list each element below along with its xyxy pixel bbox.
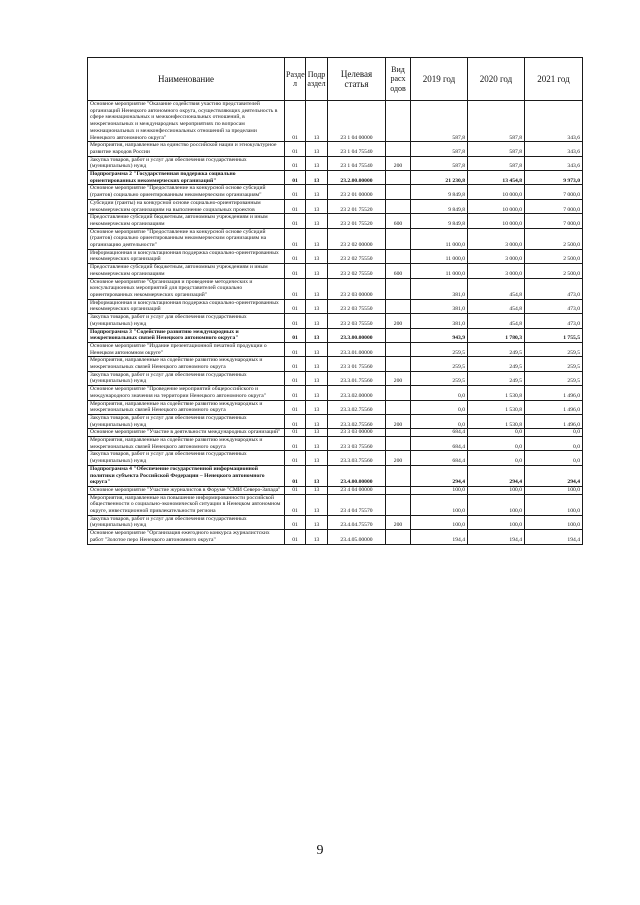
table-row	[88, 451, 583, 465]
cell-section: 01	[285, 142, 306, 156]
cell-2019: 194,4	[411, 530, 468, 544]
cell-name: Мероприятия, направленные на содействие развитию международных и межрегиональных связей Ненецкого автономного округа	[88, 437, 285, 451]
cell-2020: 0,0	[468, 451, 525, 465]
cell-2020: 100,0	[468, 515, 525, 529]
table-row	[88, 278, 583, 299]
cell-target-article: 23 4 04 75570	[328, 494, 386, 515]
cell-2021: 0,0	[525, 429, 583, 437]
header-subsection: Подр аздел	[306, 58, 328, 101]
cell-name: Основное мероприятие "Участие журналистов в Форуме "СМИ Северо-Запада"	[88, 486, 285, 494]
cell-expense-type	[386, 101, 411, 142]
cell-subsection: 13	[306, 199, 328, 213]
cell-subsection: 13	[306, 414, 328, 428]
table-row	[88, 515, 583, 529]
cell-target-article: 23 2 03 75550	[328, 299, 386, 313]
cell-target-article: 23 2 03 00000	[328, 278, 386, 299]
cell-section: 01	[285, 386, 306, 400]
cell-2019: 381,0	[411, 299, 468, 313]
cell-section: 01	[285, 264, 306, 278]
cell-2021: 2 500,0	[525, 228, 583, 249]
cell-name: Закупка товаров, работ и услуг для обеспечения государственных (муниципальных) нужд	[88, 156, 285, 170]
cell-2020: 1 530,8	[468, 414, 525, 428]
cell-2019: 11 000,0	[411, 228, 468, 249]
table-row	[88, 249, 583, 263]
cell-subsection: 13	[306, 342, 328, 356]
cell-2021: 259,5	[525, 371, 583, 385]
cell-name: Предоставление субсидий бюджетным, автономным учреждениям и иным некоммерческим организациям	[88, 214, 285, 228]
cell-subsection: 13	[306, 494, 328, 515]
cell-section: 01	[285, 328, 306, 342]
cell-name: Основное мероприятие "Предоставление на конкурсной основе субсидий (грантов) социально ориентированным некоммерческим организациям на организацию деятельности"	[88, 228, 285, 249]
cell-section: 01	[285, 199, 306, 213]
cell-target-article: 23 2 01 75520	[328, 199, 386, 213]
cell-name: Закупка товаров, работ и услуг для обеспечения государственных (муниципальных) нужд	[88, 371, 285, 385]
cell-2020: 249,5	[468, 371, 525, 385]
cell-2020: 1 530,8	[468, 386, 525, 400]
cell-2019: 9 849,8	[411, 185, 468, 199]
cell-name: Основное мероприятие "Предоставление на конкурсной основе субсидий (грантов) социально ориентированным некоммерческим организациям"	[88, 185, 285, 199]
table-body	[88, 101, 583, 545]
cell-expense-type	[386, 357, 411, 371]
cell-2019: 9 849,8	[411, 214, 468, 228]
cell-section: 01	[285, 465, 306, 486]
header-target-article: Целевая статья	[328, 58, 386, 101]
cell-name: Закупка товаров, работ и услуг для обеспечения государственных (муниципальных) нужд	[88, 451, 285, 465]
cell-name: Мероприятия, направленные на содействие развитию международных и межрегиональных связей Ненецкого автономного округа	[88, 400, 285, 414]
cell-2020: 454,8	[468, 314, 525, 328]
cell-2020: 1 780,3	[468, 328, 525, 342]
header-section: Разде л	[285, 58, 306, 101]
header-expense-type: Вид расх одов	[386, 58, 411, 101]
cell-expense-type	[386, 228, 411, 249]
cell-2019: 587,8	[411, 142, 468, 156]
table-header-row	[88, 58, 583, 101]
cell-2021: 2 500,0	[525, 264, 583, 278]
cell-target-article: 23 1 04 75540	[328, 142, 386, 156]
cell-2021: 473,0	[525, 299, 583, 313]
cell-expense-type	[386, 299, 411, 313]
cell-section: 01	[285, 299, 306, 313]
cell-2019: 294,4	[411, 465, 468, 486]
cell-expense-type	[386, 185, 411, 199]
cell-expense-type: 200	[386, 156, 411, 170]
table-row	[88, 228, 583, 249]
cell-subsection: 13	[306, 371, 328, 385]
cell-2020: 3 000,0	[468, 249, 525, 263]
cell-section: 01	[285, 371, 306, 385]
cell-2019: 943,9	[411, 328, 468, 342]
cell-expense-type	[386, 171, 411, 185]
cell-expense-type: 200	[386, 451, 411, 465]
cell-2020: 3 000,0	[468, 228, 525, 249]
cell-2019: 11 000,0	[411, 249, 468, 263]
cell-subsection: 13	[306, 400, 328, 414]
table-row	[88, 314, 583, 328]
cell-section: 01	[285, 171, 306, 185]
cell-expense-type: 200	[386, 515, 411, 529]
cell-section: 01	[285, 278, 306, 299]
cell-2020: 100,0	[468, 486, 525, 494]
cell-expense-type	[386, 386, 411, 400]
cell-2021: 100,0	[525, 515, 583, 529]
cell-2020: 454,8	[468, 278, 525, 299]
cell-2021: 2 500,0	[525, 249, 583, 263]
cell-name: Основное мероприятие "Организация ежегодного конкурса журналистских работ "Золотое перо Ненецкого автономного округа"	[88, 530, 285, 544]
cell-target-article: 23.3.02.75560	[328, 414, 386, 428]
cell-subsection: 13	[306, 214, 328, 228]
cell-subsection: 13	[306, 530, 328, 544]
table-row	[88, 494, 583, 515]
cell-subsection: 13	[306, 278, 328, 299]
cell-2020: 587,8	[468, 101, 525, 142]
cell-target-article: 23.3.02.75560	[328, 400, 386, 414]
cell-name: Закупка товаров, работ и услуг для обеспечения государственных (муниципальных) нужд	[88, 314, 285, 328]
cell-target-article: 23.3.01.75560	[328, 371, 386, 385]
table-row	[88, 264, 583, 278]
cell-section: 01	[285, 530, 306, 544]
cell-target-article: 23.4.00.00000	[328, 465, 386, 486]
cell-name: Подпрограмма 3 "Содействие развитию международных и межрегиональных связей Ненецкого автономного округа"	[88, 328, 285, 342]
cell-section: 01	[285, 228, 306, 249]
cell-expense-type	[386, 429, 411, 437]
cell-subsection: 13	[306, 328, 328, 342]
cell-target-article: 23 1 04 75540	[328, 156, 386, 170]
table-row	[88, 400, 583, 414]
cell-subsection: 13	[306, 228, 328, 249]
cell-2019: 0,0	[411, 400, 468, 414]
cell-name: Информационная и консультационная поддержка социально-ориентированных некоммерческих организаций	[88, 299, 285, 313]
table-row	[88, 185, 583, 199]
cell-target-article: 23 4 04 00000	[328, 486, 386, 494]
cell-subsection: 13	[306, 264, 328, 278]
cell-expense-type	[386, 249, 411, 263]
cell-2020: 0,0	[468, 429, 525, 437]
cell-section: 01	[285, 486, 306, 494]
page-number: 9	[316, 843, 324, 858]
cell-2020: 3 000,0	[468, 264, 525, 278]
cell-2021: 294,4	[525, 465, 583, 486]
cell-expense-type: 200	[386, 371, 411, 385]
cell-name: Мероприятия, направленные на повышение информированности российской общественности о социально-экономической ситуации в Ненецком автономном округе, инвестиционной привлекательности региона	[88, 494, 285, 515]
cell-target-article: 23 3 03 75560	[328, 437, 386, 451]
cell-2021: 259,5	[525, 342, 583, 356]
table-row	[88, 429, 583, 437]
cell-name: Основное мероприятие "Издание презентационной печатной продукции о Ненецком автономном округе"	[88, 342, 285, 356]
cell-expense-type	[386, 199, 411, 213]
cell-target-article: 23.4.05.00000	[328, 530, 386, 544]
cell-expense-type	[386, 278, 411, 299]
cell-target-article: 23 2 02 75550	[328, 249, 386, 263]
cell-2021: 259,5	[525, 357, 583, 371]
cell-2021: 100,0	[525, 494, 583, 515]
cell-expense-type	[386, 486, 411, 494]
cell-subsection: 13	[306, 386, 328, 400]
cell-2021: 343,6	[525, 142, 583, 156]
cell-subsection: 13	[306, 185, 328, 199]
table-row	[88, 171, 583, 185]
cell-expense-type	[386, 328, 411, 342]
cell-section: 01	[285, 414, 306, 428]
cell-expense-type	[386, 465, 411, 486]
cell-subsection: 13	[306, 299, 328, 313]
cell-subsection: 13	[306, 451, 328, 465]
cell-target-article: 23 2 02 00000	[328, 228, 386, 249]
cell-section: 01	[285, 214, 306, 228]
cell-2021: 343,6	[525, 156, 583, 170]
cell-target-article: 23 3 03 00000	[328, 429, 386, 437]
cell-2021: 473,0	[525, 314, 583, 328]
cell-name: Информационная и консультационная поддержка социально-ориентированных некоммерческих организаций	[88, 249, 285, 263]
cell-target-article: 23.4.04.75570	[328, 515, 386, 529]
budget-table	[87, 57, 583, 545]
cell-2020: 0,0	[468, 437, 525, 451]
cell-target-article: 23 2 01 75520	[328, 214, 386, 228]
cell-2019: 587,8	[411, 156, 468, 170]
cell-section: 01	[285, 156, 306, 170]
table-row	[88, 328, 583, 342]
cell-target-article: 23.3.01.00000	[328, 342, 386, 356]
table-row	[88, 530, 583, 544]
table-row	[88, 437, 583, 451]
cell-target-article: 23.3.03.75560	[328, 451, 386, 465]
cell-2019: 684,4	[411, 429, 468, 437]
cell-2019: 381,0	[411, 278, 468, 299]
cell-2020: 100,0	[468, 494, 525, 515]
cell-section: 01	[285, 429, 306, 437]
cell-section: 01	[285, 342, 306, 356]
cell-section: 01	[285, 357, 306, 371]
cell-subsection: 13	[306, 101, 328, 142]
cell-target-article: 23.2.00.00000	[328, 171, 386, 185]
cell-2019: 100,0	[411, 494, 468, 515]
cell-2020: 587,8	[468, 156, 525, 170]
table-row	[88, 214, 583, 228]
cell-2021: 1 496,0	[525, 414, 583, 428]
cell-target-article: 23 1 04 00000	[328, 101, 386, 142]
cell-target-article: 23.3.02.00000	[328, 386, 386, 400]
cell-name: Основное мероприятие "Оказание содействия участию представителей организаций Ненецкого автономного округа, осуществляющих деятельность в сфере межнациональных и межконфессиональных отношений, в межрегиональных и международных мероприятиях по вопросам межнациональных и межконфессиональных отношений за пределами Ненецкого автономного округа"	[88, 101, 285, 142]
cell-2019: 100,0	[411, 515, 468, 529]
cell-2020: 249,5	[468, 342, 525, 356]
table-row	[88, 386, 583, 400]
cell-2021: 0,0	[525, 451, 583, 465]
cell-section: 01	[285, 400, 306, 414]
cell-section: 01	[285, 185, 306, 199]
cell-2021: 1 755,5	[525, 328, 583, 342]
header-2021: 2021 год	[525, 58, 583, 101]
cell-2019: 259,5	[411, 342, 468, 356]
cell-2020: 587,8	[468, 142, 525, 156]
cell-2020: 194,4	[468, 530, 525, 544]
cell-2019: 100,0	[411, 486, 468, 494]
cell-2019: 684,4	[411, 451, 468, 465]
table-row	[88, 156, 583, 170]
cell-2019: 21 230,8	[411, 171, 468, 185]
cell-subsection: 13	[306, 357, 328, 371]
cell-name: Предоставление субсидий бюджетным, автономным учреждениям и иным некоммерческим организациям	[88, 264, 285, 278]
cell-subsection: 13	[306, 465, 328, 486]
cell-2020: 249,5	[468, 357, 525, 371]
cell-target-article: 23 2 01 00000	[328, 185, 386, 199]
cell-name: Мероприятия, направленные на содействие развитию международных и межрегиональных связей Ненецкого автономного округа	[88, 357, 285, 371]
cell-expense-type	[386, 437, 411, 451]
table-row	[88, 414, 583, 428]
cell-2021: 7 000,0	[525, 199, 583, 213]
cell-section: 01	[285, 494, 306, 515]
cell-2019: 0,0	[411, 414, 468, 428]
cell-expense-type	[386, 530, 411, 544]
cell-section: 01	[285, 451, 306, 465]
cell-target-article: 23 2 02 75550	[328, 264, 386, 278]
cell-2019: 381,0	[411, 314, 468, 328]
cell-expense-type	[386, 342, 411, 356]
cell-subsection: 13	[306, 156, 328, 170]
cell-expense-type: 200	[386, 314, 411, 328]
table-row	[88, 357, 583, 371]
cell-name: Подпрограмма 2 "Государственная поддержка социально ориентированных некоммерческих организаций"	[88, 171, 285, 185]
cell-2019: 11 000,0	[411, 264, 468, 278]
cell-2021: 7 000,0	[525, 185, 583, 199]
cell-expense-type	[386, 142, 411, 156]
table-row	[88, 342, 583, 356]
cell-section: 01	[285, 515, 306, 529]
cell-name: Основное мероприятие "Проведение мероприятий общероссийского и международного значения на территории Ненецкого автономного округа"	[88, 386, 285, 400]
cell-name: Закупка товаров, работ и услуг для обеспечения государственных (муниципальных) нужд	[88, 414, 285, 428]
cell-2021: 1 496,0	[525, 400, 583, 414]
table-row	[88, 371, 583, 385]
header-2020: 2020 год	[468, 58, 525, 101]
cell-2020: 10 000,0	[468, 214, 525, 228]
cell-2020: 13 454,8	[468, 171, 525, 185]
header-name: Наименование	[88, 58, 285, 101]
cell-2021: 7 000,0	[525, 214, 583, 228]
cell-section: 01	[285, 101, 306, 142]
table-row	[88, 299, 583, 313]
table-row	[88, 101, 583, 142]
cell-expense-type: 600	[386, 214, 411, 228]
table-row	[88, 486, 583, 494]
cell-subsection: 13	[306, 437, 328, 451]
cell-2021: 0,0	[525, 437, 583, 451]
cell-2021: 100,0	[525, 486, 583, 494]
cell-2021: 343,6	[525, 101, 583, 142]
cell-subsection: 13	[306, 515, 328, 529]
cell-2019: 259,5	[411, 357, 468, 371]
cell-expense-type: 600	[386, 264, 411, 278]
table-row	[88, 465, 583, 486]
cell-subsection: 13	[306, 249, 328, 263]
header-2019: 2019 год	[411, 58, 468, 101]
cell-name: Основное мероприятие "Организация и проведение методических и консультационных мероприятий для представителей социально ориентированных некоммерческих организаций"	[88, 278, 285, 299]
cell-name: Мероприятия, направленные на единство российской нации и этнокультурное развитие народов России	[88, 142, 285, 156]
table-row	[88, 199, 583, 213]
cell-section: 01	[285, 249, 306, 263]
cell-target-article: 23 2 03 75550	[328, 314, 386, 328]
cell-2020: 454,8	[468, 299, 525, 313]
cell-2019: 259,5	[411, 371, 468, 385]
cell-subsection: 13	[306, 142, 328, 156]
cell-2020: 1 530,8	[468, 400, 525, 414]
cell-target-article: 23.3.00.00000	[328, 328, 386, 342]
cell-name: Основное мероприятие "Участие в деятельности международных организаций"	[88, 429, 285, 437]
cell-2019: 587,8	[411, 101, 468, 142]
cell-name: Закупка товаров, работ и услуг для обеспечения государственных (муниципальных) нужд	[88, 515, 285, 529]
cell-subsection: 13	[306, 429, 328, 437]
cell-2019: 0,0	[411, 386, 468, 400]
cell-subsection: 13	[306, 171, 328, 185]
cell-expense-type	[386, 494, 411, 515]
table-row	[88, 142, 583, 156]
cell-2021: 473,0	[525, 278, 583, 299]
cell-subsection: 13	[306, 314, 328, 328]
cell-2021: 9 973,0	[525, 171, 583, 185]
cell-subsection: 13	[306, 486, 328, 494]
cell-expense-type: 200	[386, 414, 411, 428]
cell-target-article: 23 3 01 75560	[328, 357, 386, 371]
cell-2019: 684,4	[411, 437, 468, 451]
cell-2020: 10 000,0	[468, 199, 525, 213]
cell-section: 01	[285, 314, 306, 328]
cell-name: Субсидии (гранты) на конкурсной основе социально-ориентированным некоммерческим организациям на выполнение социальных проектов	[88, 199, 285, 213]
cell-2021: 1 496,0	[525, 386, 583, 400]
cell-2020: 10 000,0	[468, 185, 525, 199]
cell-2021: 194,4	[525, 530, 583, 544]
cell-2020: 294,4	[468, 465, 525, 486]
cell-section: 01	[285, 437, 306, 451]
cell-expense-type	[386, 400, 411, 414]
cell-2019: 9 849,8	[411, 199, 468, 213]
cell-name: Подпрограмма 4 "Обеспечение государственной информационной политики субъекта Российской Федерации – Ненецкого автономного округа"	[88, 465, 285, 486]
